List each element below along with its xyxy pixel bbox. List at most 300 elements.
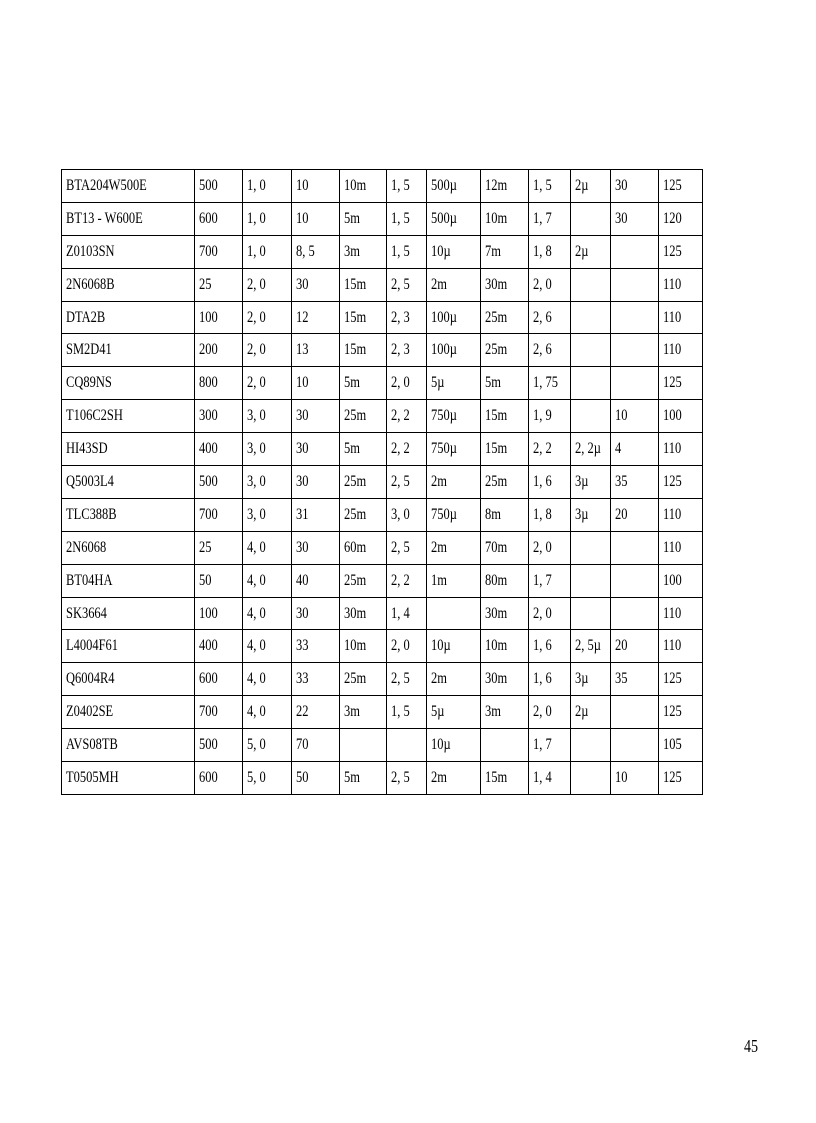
cell-text: 30m [485, 275, 508, 293]
table-cell [243, 663, 292, 696]
cell-text: 12 [296, 308, 309, 326]
table-cell [571, 597, 611, 630]
cell-text: 500µ [431, 209, 457, 227]
table-cell [195, 170, 243, 203]
cell-text: 2µ [575, 242, 589, 260]
table-cell [611, 630, 659, 663]
table-row [62, 531, 703, 564]
cell-text: 20 [615, 637, 628, 655]
table-row [62, 367, 703, 400]
cell-text: 1, 5 [533, 176, 552, 194]
cell-text: BT13 - W600E [66, 209, 143, 227]
table-cell [571, 696, 611, 729]
cell-text: 400 [199, 440, 218, 458]
table-cell [387, 466, 427, 499]
table-cell [529, 531, 571, 564]
table-cell [387, 400, 427, 433]
table-cell [611, 663, 659, 696]
table-cell [387, 564, 427, 597]
table-cell [195, 729, 243, 762]
table-cell [571, 301, 611, 334]
cell-text: DTA2B [66, 308, 106, 326]
cell-text: 2, 5µ [575, 637, 601, 655]
table-cell [243, 334, 292, 367]
cell-text: SM2D41 [66, 341, 112, 359]
cell-text: 600 [199, 768, 218, 786]
cell-text: 30 [296, 407, 309, 425]
table-cell [659, 564, 703, 597]
cell-text: 80m [485, 571, 508, 589]
cell-text: 3, 0 [247, 440, 266, 458]
cell-text: 1, 5 [391, 242, 410, 260]
table-cell [387, 531, 427, 564]
table-cell [659, 202, 703, 235]
table-cell [195, 268, 243, 301]
table-cell [611, 268, 659, 301]
table-cell [529, 498, 571, 531]
table-cell [340, 564, 387, 597]
cell-text: 33 [296, 670, 309, 688]
cell-text: 1, 7 [533, 736, 552, 754]
cell-text: 10 [615, 768, 628, 786]
table-cell [292, 400, 340, 433]
table-cell [571, 466, 611, 499]
table-cell [481, 597, 529, 630]
table-cell [243, 498, 292, 531]
cell-text: 100 [663, 571, 682, 589]
table-cell [659, 696, 703, 729]
cell-text: 30 [296, 440, 309, 458]
table-cell [571, 729, 611, 762]
cell-text: 4, 0 [247, 571, 266, 589]
cell-text: 1, 5 [391, 703, 410, 721]
cell-text: 10µ [431, 242, 451, 260]
table-cell [195, 597, 243, 630]
cell-text: 10m [485, 209, 508, 227]
cell-text: 2, 6 [533, 308, 552, 326]
cell-text: 2, 0 [391, 637, 410, 655]
table-cell [611, 531, 659, 564]
cell-text: 110 [663, 604, 682, 622]
cell-text: 22 [296, 703, 309, 721]
cell-text: 2, 0 [391, 374, 410, 392]
cell-text: 1, 0 [247, 209, 266, 227]
table-cell [292, 696, 340, 729]
table-cell [571, 433, 611, 466]
cell-text: 35 [615, 472, 628, 490]
part-number-cell [62, 301, 195, 334]
cell-text: 110 [663, 341, 682, 359]
cell-text: 1, 75 [533, 374, 558, 392]
table-cell [292, 531, 340, 564]
cell-text: 5m [344, 374, 360, 392]
table-cell [427, 170, 481, 203]
cell-text: 125 [663, 670, 682, 688]
cell-text: 25m [485, 472, 508, 490]
cell-text: 120 [663, 209, 682, 227]
cell-text: Z0402SE [66, 703, 114, 721]
cell-text: 15m [485, 407, 508, 425]
table-cell [611, 466, 659, 499]
cell-text: 100 [663, 407, 682, 425]
cell-text: 2µ [575, 703, 589, 721]
table-cell [481, 498, 529, 531]
table-cell [571, 334, 611, 367]
cell-text: 1, 7 [533, 209, 552, 227]
cell-text: 750µ [431, 407, 457, 425]
table-cell [659, 268, 703, 301]
cell-text: 2µ [575, 176, 589, 194]
cell-text: 1, 7 [533, 571, 552, 589]
part-number-cell [62, 663, 195, 696]
table-cell [659, 235, 703, 268]
table-cell [387, 334, 427, 367]
table-cell [529, 696, 571, 729]
cell-text: 110 [663, 505, 682, 523]
cell-text: 2, 2 [391, 407, 410, 425]
table-cell [659, 433, 703, 466]
table-body [62, 170, 703, 795]
table-row [62, 498, 703, 531]
table-cell [427, 202, 481, 235]
cell-text: 700 [199, 242, 218, 260]
table-cell [529, 170, 571, 203]
table-cell [571, 202, 611, 235]
cell-text: 700 [199, 505, 218, 523]
table-cell [292, 235, 340, 268]
table-cell [481, 531, 529, 564]
cell-text: AVS08TB [66, 736, 118, 754]
cell-text: 110 [663, 440, 682, 458]
cell-text: 105 [663, 736, 682, 754]
cell-text: 110 [663, 637, 682, 655]
table-row [62, 630, 703, 663]
table-cell [387, 170, 427, 203]
cell-text: 25 [199, 275, 212, 293]
part-number-cell [62, 400, 195, 433]
cell-text: 2, 2 [391, 440, 410, 458]
table-cell [292, 630, 340, 663]
table-cell [611, 729, 659, 762]
cell-text: 2, 3 [391, 341, 410, 359]
cell-text: 2m [431, 768, 447, 786]
table-cell [529, 630, 571, 663]
table-cell [529, 597, 571, 630]
table-cell [195, 630, 243, 663]
table-cell [292, 466, 340, 499]
cell-text: T0505MH [66, 768, 119, 786]
cell-text: 2m [431, 275, 447, 293]
table-cell [529, 268, 571, 301]
table-cell [340, 433, 387, 466]
cell-text: 125 [663, 176, 682, 194]
table-cell [340, 696, 387, 729]
cell-text: 15m [344, 341, 367, 359]
cell-text: 70m [485, 538, 508, 556]
table-cell [427, 433, 481, 466]
cell-text: BT04HA [66, 571, 113, 589]
cell-text: 2, 0 [247, 275, 266, 293]
cell-text: 10µ [431, 736, 451, 754]
table-row [62, 235, 703, 268]
cell-text: 70 [296, 736, 309, 754]
table-cell [340, 729, 387, 762]
table-cell [611, 433, 659, 466]
table-cell [611, 400, 659, 433]
table-cell [292, 202, 340, 235]
cell-text: 2N6068 [66, 538, 107, 556]
cell-text: 3, 0 [247, 505, 266, 523]
table-cell [529, 367, 571, 400]
cell-text: 30m [344, 604, 367, 622]
table-cell [427, 498, 481, 531]
cell-text: 30 [296, 604, 309, 622]
cell-text: 500 [199, 176, 218, 194]
page-number: 45 [744, 1036, 759, 1056]
cell-text: 5, 0 [247, 768, 266, 786]
table-cell [387, 268, 427, 301]
table-cell [340, 334, 387, 367]
table-cell [427, 762, 481, 795]
cell-text: 100µ [431, 341, 457, 359]
cell-text: Q6004R4 [66, 670, 115, 688]
table-cell [659, 729, 703, 762]
table-cell [481, 466, 529, 499]
table-cell [481, 334, 529, 367]
table-cell [292, 301, 340, 334]
cell-text: 500 [199, 736, 218, 754]
table-cell [427, 597, 481, 630]
table-cell [571, 663, 611, 696]
cell-text: CQ89NS [66, 374, 112, 392]
cell-text: 25m [485, 341, 508, 359]
table-cell [611, 235, 659, 268]
table-cell [659, 301, 703, 334]
table-cell [243, 729, 292, 762]
cell-text: 5m [344, 440, 360, 458]
cell-text: 35 [615, 670, 628, 688]
table-cell [529, 564, 571, 597]
cell-text: 600 [199, 209, 218, 227]
table-cell [243, 762, 292, 795]
cell-text: 100 [199, 308, 218, 326]
cell-text: 5µ [431, 374, 445, 392]
cell-text: 110 [663, 275, 682, 293]
cell-text: 50 [296, 768, 309, 786]
table-cell [481, 696, 529, 729]
table-cell [340, 531, 387, 564]
table-row [62, 268, 703, 301]
cell-text: 600 [199, 670, 218, 688]
table-cell [427, 334, 481, 367]
table-cell [292, 170, 340, 203]
cell-text: 60m [344, 538, 367, 556]
table-cell [387, 729, 427, 762]
table-cell [529, 334, 571, 367]
table-row [62, 663, 703, 696]
table-row [62, 762, 703, 795]
table-cell [481, 630, 529, 663]
cell-text: 5, 0 [247, 736, 266, 754]
table-cell [427, 235, 481, 268]
table-cell [659, 498, 703, 531]
cell-text: 4, 0 [247, 604, 266, 622]
part-number-cell [62, 466, 195, 499]
cell-text: 125 [663, 374, 682, 392]
cell-text: 8m [485, 505, 501, 523]
cell-text: 2m [431, 472, 447, 490]
cell-text: 3m [344, 242, 360, 260]
cell-text: 2, 3 [391, 308, 410, 326]
cell-text: HI43SD [66, 440, 108, 458]
table-row [62, 597, 703, 630]
cell-text: 2, 0 [533, 703, 552, 721]
cell-text: 5m [344, 768, 360, 786]
table-cell [659, 762, 703, 795]
table-cell [571, 564, 611, 597]
table-cell [659, 334, 703, 367]
table-cell [481, 367, 529, 400]
table-cell [340, 663, 387, 696]
table-cell [611, 367, 659, 400]
table-cell [243, 170, 292, 203]
table-cell [340, 466, 387, 499]
table-cell [427, 663, 481, 696]
table-cell [387, 367, 427, 400]
table-row [62, 202, 703, 235]
cell-text: 15m [485, 768, 508, 786]
cell-text: 3, 0 [247, 472, 266, 490]
table-row [62, 696, 703, 729]
cell-text: 2, 5 [391, 670, 410, 688]
table-cell [243, 597, 292, 630]
cell-text: 1, 0 [247, 242, 266, 260]
cell-text: 10 [615, 407, 628, 425]
table-cell [195, 202, 243, 235]
table-cell [427, 696, 481, 729]
cell-text: 50 [199, 571, 212, 589]
table-cell [481, 663, 529, 696]
cell-text: T106C2SH [66, 407, 123, 425]
part-number-cell [62, 762, 195, 795]
table-cell [529, 301, 571, 334]
cell-text: 10m [344, 637, 367, 655]
table-cell [481, 301, 529, 334]
table-cell [387, 498, 427, 531]
table-cell [529, 762, 571, 795]
table-cell [195, 400, 243, 433]
cell-text: 40 [296, 571, 309, 589]
cell-text: 2, 6 [533, 341, 552, 359]
cell-text: 20 [615, 505, 628, 523]
cell-text: 1m [431, 571, 447, 589]
table-cell [659, 170, 703, 203]
table-cell [571, 268, 611, 301]
cell-text: 2, 2 [533, 440, 552, 458]
cell-text: 1, 6 [533, 670, 552, 688]
cell-text: 4, 0 [247, 538, 266, 556]
table-cell [427, 531, 481, 564]
cell-text: 30 [615, 209, 628, 227]
table-cell [195, 696, 243, 729]
cell-text: 25m [344, 571, 367, 589]
table-cell [571, 498, 611, 531]
table-cell [340, 235, 387, 268]
table-cell [481, 564, 529, 597]
part-number-cell [62, 202, 195, 235]
cell-text: 125 [663, 242, 682, 260]
table-cell [292, 367, 340, 400]
table-cell [340, 268, 387, 301]
table-cell [243, 531, 292, 564]
part-number-cell [62, 170, 195, 203]
component-table [61, 169, 703, 795]
table-cell [243, 268, 292, 301]
table-cell [292, 334, 340, 367]
part-number-cell [62, 729, 195, 762]
cell-text: 3, 0 [247, 407, 266, 425]
cell-text: 30 [296, 538, 309, 556]
cell-text: 2, 5 [391, 472, 410, 490]
table-cell [611, 301, 659, 334]
cell-text: 2, 0 [533, 275, 552, 293]
table-cell [611, 696, 659, 729]
table-cell [340, 170, 387, 203]
table-cell [481, 268, 529, 301]
cell-text: 30 [615, 176, 628, 194]
table-cell [481, 433, 529, 466]
table-cell [387, 696, 427, 729]
cell-text: 1, 6 [533, 637, 552, 655]
cell-text: 2N6068B [66, 275, 115, 293]
cell-text: 500µ [431, 176, 457, 194]
cell-text: 5m [485, 374, 501, 392]
cell-text: L4004F61 [66, 637, 119, 655]
cell-text: 25m [344, 670, 367, 688]
table-cell [243, 235, 292, 268]
cell-text: 2, 0 [247, 341, 266, 359]
cell-text: 750µ [431, 505, 457, 523]
cell-text: 3m [344, 703, 360, 721]
table-cell [571, 170, 611, 203]
table-cell [195, 433, 243, 466]
cell-text: 2, 0 [247, 308, 266, 326]
table-cell [481, 762, 529, 795]
cell-text: 110 [663, 538, 682, 556]
cell-text: 2, 2µ [575, 440, 601, 458]
cell-text: 1, 9 [533, 407, 552, 425]
part-number-cell [62, 433, 195, 466]
cell-text: 500 [199, 472, 218, 490]
part-number-cell [62, 268, 195, 301]
cell-text: BTA204W500E [66, 176, 147, 194]
cell-text: 3, 0 [391, 505, 410, 523]
table-cell [292, 433, 340, 466]
cell-text: 10 [296, 209, 309, 227]
table-row [62, 433, 703, 466]
cell-text: 3m [485, 703, 501, 721]
cell-text: 8, 5 [296, 242, 315, 260]
cell-text: 13 [296, 341, 309, 359]
cell-text: 25m [344, 407, 367, 425]
cell-text: 15m [344, 308, 367, 326]
table-cell [427, 400, 481, 433]
cell-text: 300 [199, 407, 218, 425]
table-cell [481, 202, 529, 235]
table-cell [340, 202, 387, 235]
table-cell [195, 498, 243, 531]
cell-text: SK3664 [66, 604, 107, 622]
